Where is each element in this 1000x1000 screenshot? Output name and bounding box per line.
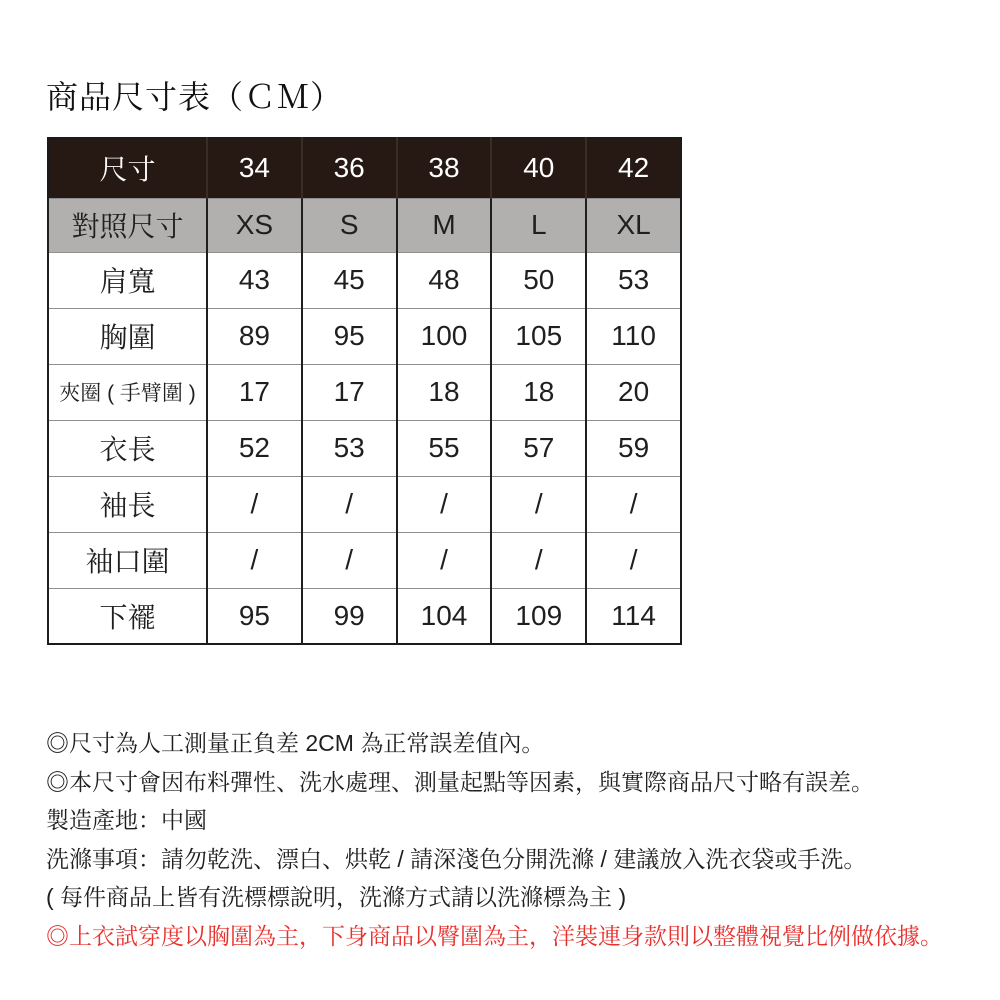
compare-size-cell: XS <box>207 198 302 252</box>
size-header-row <box>48 138 681 198</box>
measurement-cell: 20 <box>586 364 681 420</box>
compare-size-cell: L <box>491 198 586 252</box>
measurement-cell: 18 <box>491 364 586 420</box>
measurement-cell: / <box>397 476 492 532</box>
measurement-cell: 57 <box>491 420 586 476</box>
measurement-cell: 53 <box>586 252 681 308</box>
note-line: ( 每件商品上皆有洗標標說明，洗滌方式請以洗滌標為主 ) <box>46 884 627 910</box>
table-row <box>48 532 681 588</box>
measurement-cell: 109 <box>491 588 586 644</box>
row-label: 衣長 <box>48 420 207 476</box>
measurement-cell: 53 <box>302 420 397 476</box>
compare-size-cell: XL <box>586 198 681 252</box>
size-table <box>47 137 682 645</box>
measurement-cell: 52 <box>207 420 302 476</box>
measurement-cell: 18 <box>397 364 492 420</box>
measurement-cell: / <box>491 532 586 588</box>
table-row <box>48 252 681 308</box>
measurement-cell: / <box>397 532 492 588</box>
page-title: 商品尺寸表（ＣＭ） <box>46 79 344 115</box>
note-line: ◎尺寸為人工測量正負差 2CM 為正常誤差值內。 <box>46 730 545 756</box>
size-header-cell: 36 <box>302 138 397 198</box>
size-header-cell: 34 <box>207 138 302 198</box>
row-label: 袖長 <box>48 476 207 532</box>
measurement-cell: 50 <box>491 252 586 308</box>
measurement-cell: / <box>302 532 397 588</box>
measurement-cell: 48 <box>397 252 492 308</box>
row-label: 下襬 <box>48 588 207 644</box>
size-header-cell: 42 <box>586 138 681 198</box>
note-line: ◎上衣試穿度以胸圍為主，下身商品以臀圍為主，洋裝連身款則以整體視覺比例做依據。 <box>46 922 943 949</box>
measurement-cell: 59 <box>586 420 681 476</box>
compare-size-cell: M <box>397 198 492 252</box>
note-line: 洗滌事項：請勿乾洗、漂白、烘乾 / 請深淺色分開洗滌 / 建議放入洗衣袋或手洗。 <box>46 845 867 872</box>
measurement-cell: 17 <box>302 364 397 420</box>
measurement-cell: 89 <box>207 308 302 364</box>
note-line: 製造產地：中國 <box>46 807 207 833</box>
row-label: 夾圈 ( 手臂圍 ) <box>48 364 207 420</box>
table-row <box>48 476 681 532</box>
measurement-cell: / <box>207 476 302 532</box>
size-header-label: 尺寸 <box>99 154 156 186</box>
measurement-cell: 100 <box>397 308 492 364</box>
measurement-cell: 99 <box>302 588 397 644</box>
measurement-cell: 114 <box>586 588 681 644</box>
measurement-cell: / <box>586 532 681 588</box>
measurement-cell: 104 <box>397 588 492 644</box>
measurement-cell: 17 <box>207 364 302 420</box>
measurement-cell: / <box>302 476 397 532</box>
compare-size-row <box>48 198 681 252</box>
table-row <box>48 588 681 644</box>
size-header-cell: 38 <box>397 138 492 198</box>
measurement-cell: 95 <box>302 308 397 364</box>
measurement-cell: 55 <box>397 420 492 476</box>
note-line: ◎本尺寸會因布料彈性、洗水處理、測量起點等因素，與實際商品尺寸略有誤差。 <box>46 768 874 795</box>
measurement-cell: / <box>491 476 586 532</box>
notes <box>46 724 976 955</box>
measurement-cell: 45 <box>302 252 397 308</box>
measurement-cell: 43 <box>207 252 302 308</box>
table-row <box>48 308 681 364</box>
size-table-body <box>48 252 681 644</box>
row-label: 袖口圍 <box>48 532 207 588</box>
row-label: 胸圍 <box>48 308 207 364</box>
row-label: 肩寬 <box>48 252 207 308</box>
measurement-cell: 95 <box>207 588 302 644</box>
measurement-cell: 105 <box>491 308 586 364</box>
measurement-cell: / <box>207 532 302 588</box>
size-header-cell: 40 <box>491 138 586 198</box>
compare-size-cell: S <box>302 198 397 252</box>
measurement-cell: / <box>586 476 681 532</box>
measurement-cell: 110 <box>586 308 681 364</box>
compare-size-label: 對照尺寸 <box>48 198 207 252</box>
table-row <box>48 364 681 420</box>
table-row <box>48 420 681 476</box>
